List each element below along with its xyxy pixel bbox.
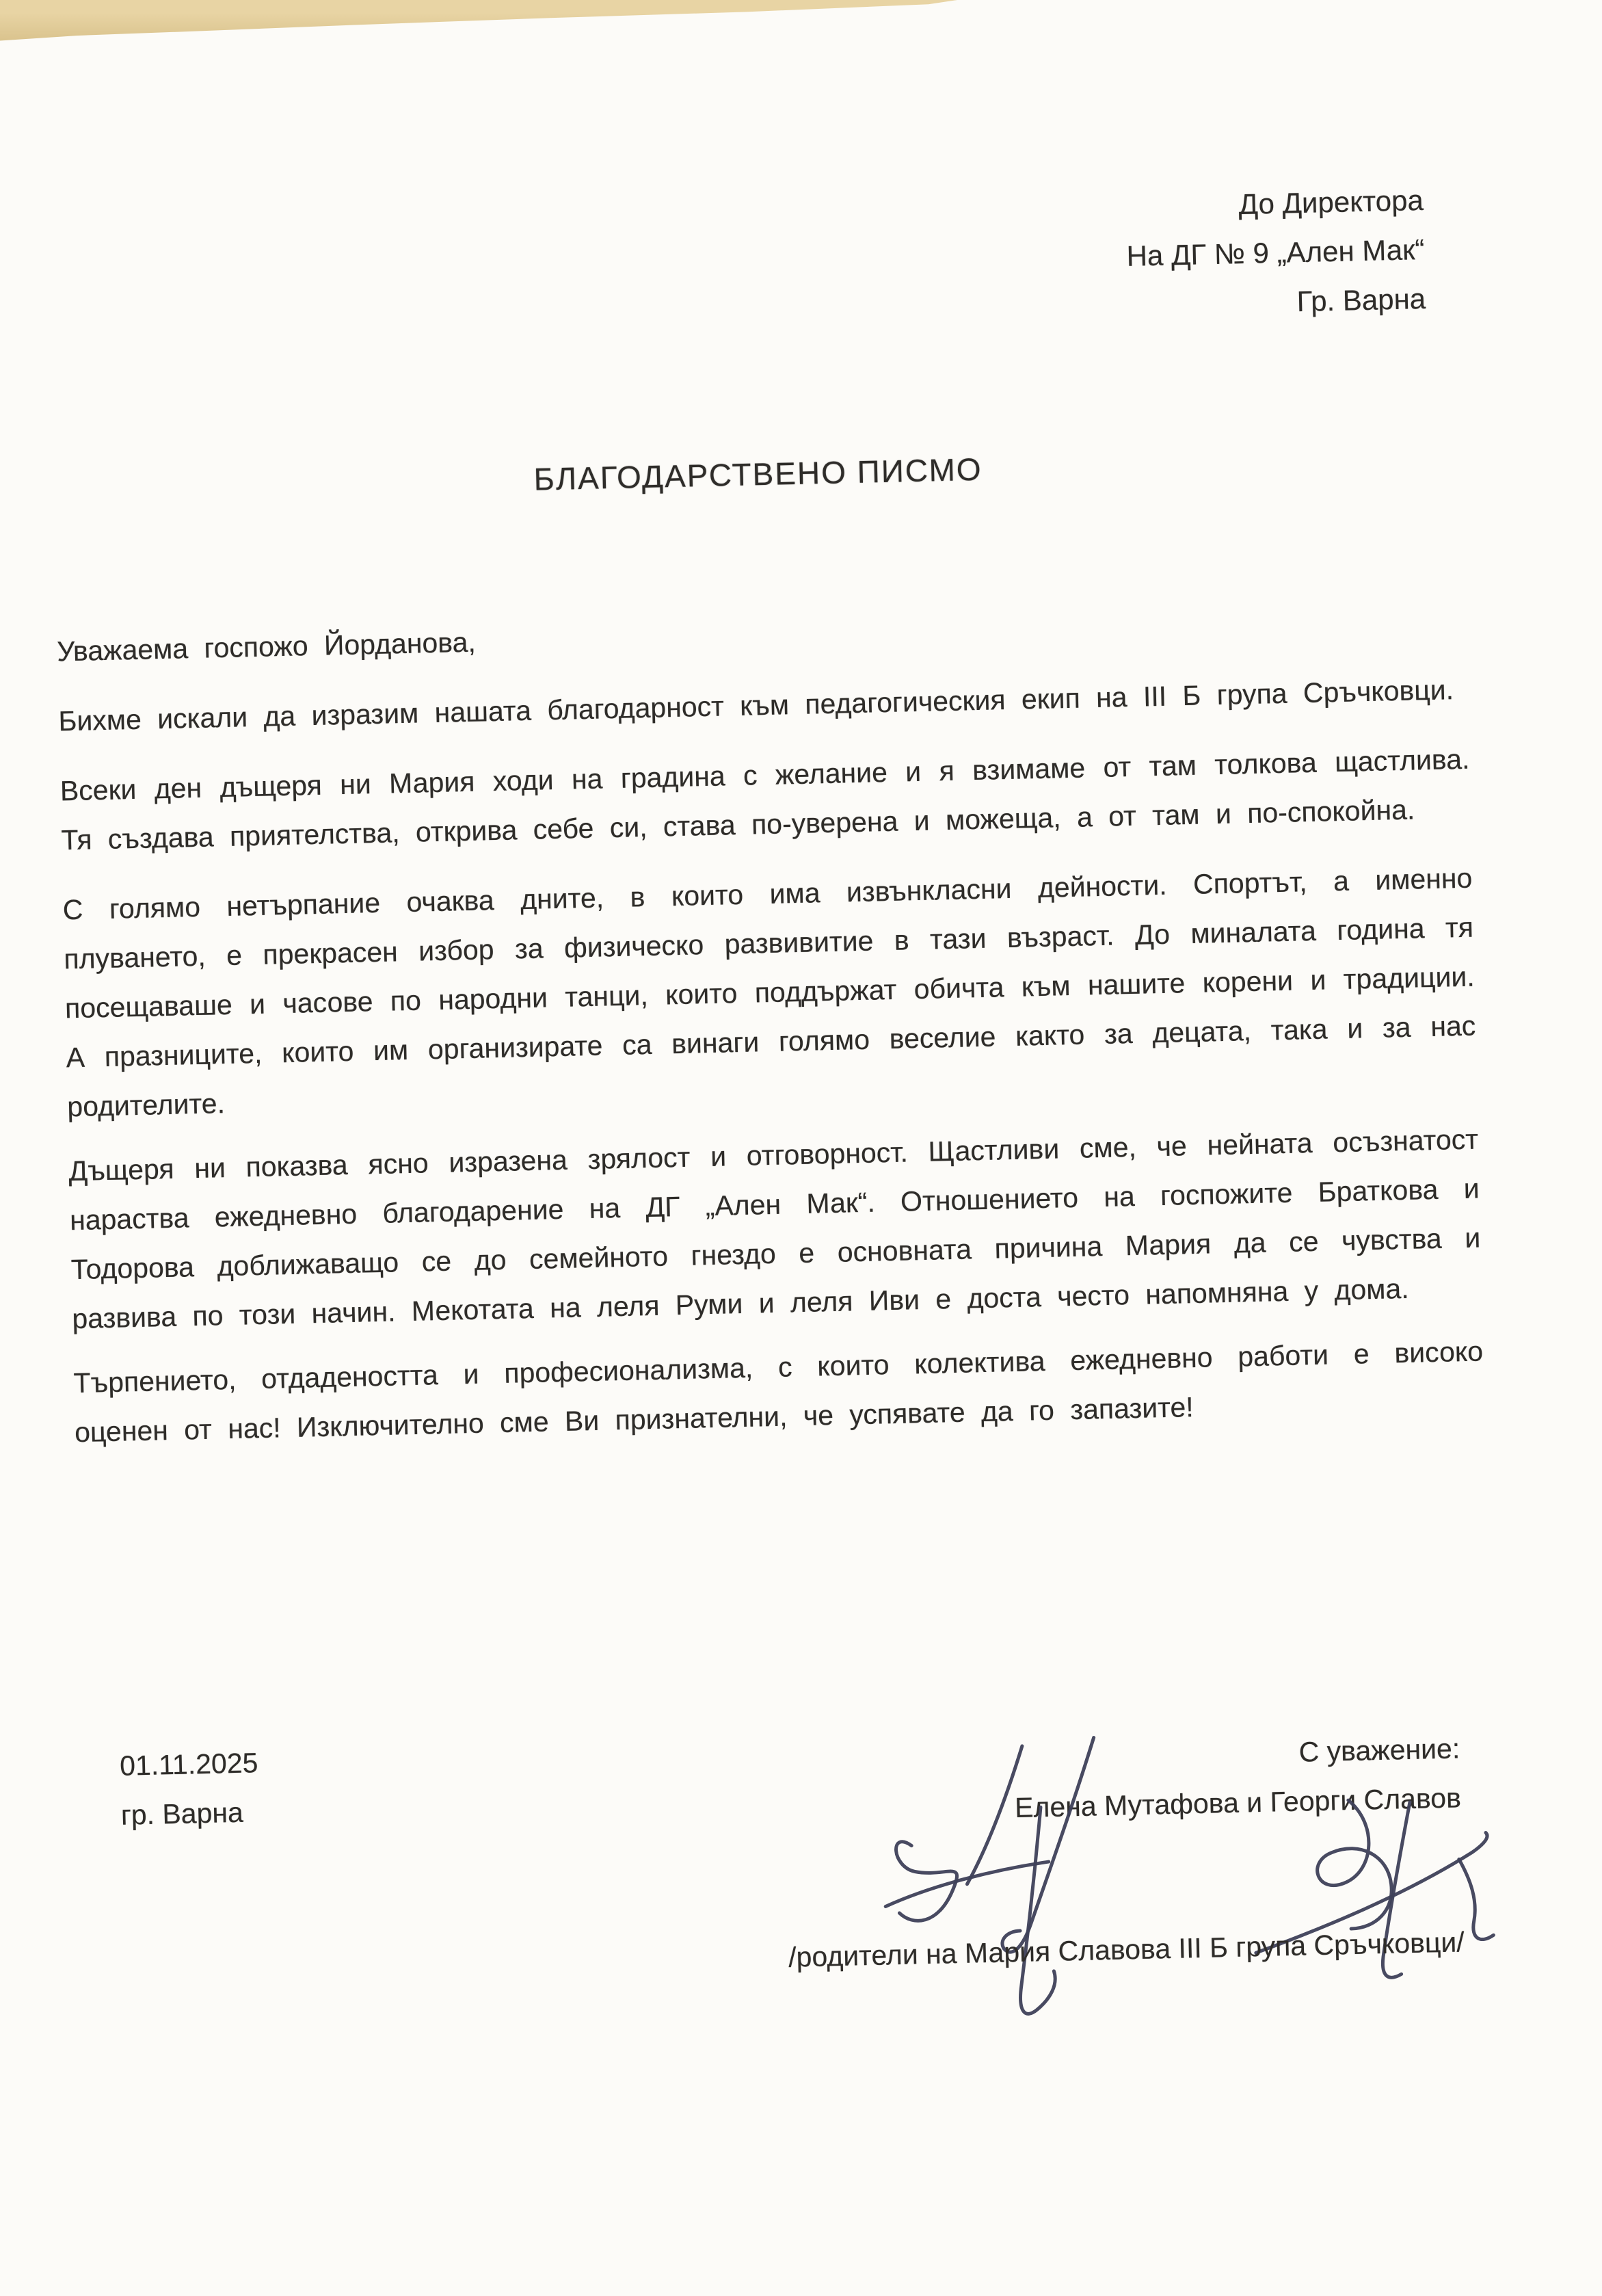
paragraph-5: Търпението, отдадеността и професионализма, с които колектива ежедневно работи е високо оценен от нас! Изключително сме Ви признателни, че успявате да го запазите! (73, 1335, 1484, 1449)
letter-date: 01.11.2025 (119, 1747, 258, 1782)
recipient-line-3: Гр. Варна (1296, 282, 1426, 318)
date-block (119, 1738, 259, 1840)
letter-body (56, 575, 1485, 1457)
recipient-block (1125, 176, 1426, 330)
recipient-line-2: На ДГ № 9 „Ален Мак“ (1126, 233, 1425, 272)
handwritten-signatures (866, 1652, 1525, 2063)
letter-title: БЛАГОДАРСТВЕНО ПИСМО (533, 451, 983, 497)
closing-phrase: С уважение: (1298, 1732, 1460, 1768)
paragraph-2: Всеки ден дъщеря ни Мария ходи на градина с желание и я взимаме от там толкова щастлива. Тя създава приятелства, открива себе си, става по-уверена и можеща, а от там и по-спокойна. (59, 743, 1470, 856)
paragraph-3: С голямо нетърпание очаква дните, в които има извънкласни дейности. Спортът, а именно плуването, е прекрасен избор за физическо развивитие в тази възраст. До миналата година тя посещаваше и часове по народни танци, които поддържат обичта към нашите корени и традиции. А празниците, които им организирате са винаги голямо веселие както за децата, така и за нас родителите. (62, 862, 1476, 1123)
paragraph-4: Дъщеря ни показва ясно изразена зрялост и отговорност. Щастливи сме, че нейната осъзнатост нараства ежедневно благодарение на ДГ „Ален Мак“. Отношението на госпожите Браткова и Тодорова доближаващо се до семейното гнездо е основната причина Мария да се чувства и развива по този начин. Мекотата на леля Руми и леля Иви е доста често напомняна у дома. (68, 1123, 1481, 1335)
paragraph-1: Бихме искали да изразим нашата благодарност към педагогическия екип на III Б група Сръчковци. (58, 674, 1454, 737)
signatory-names: Елена Мутафова и Георги Славов (1014, 1782, 1462, 1824)
recipient-line-1: До Директора (1238, 183, 1424, 221)
salutation: Уважаема госпожо Йорданова, (56, 626, 477, 668)
letter-city: гр. Варна (120, 1796, 244, 1831)
signature-attribution: /родители на Мария Славова III Б група Сръчковци/ (788, 1926, 1465, 1973)
